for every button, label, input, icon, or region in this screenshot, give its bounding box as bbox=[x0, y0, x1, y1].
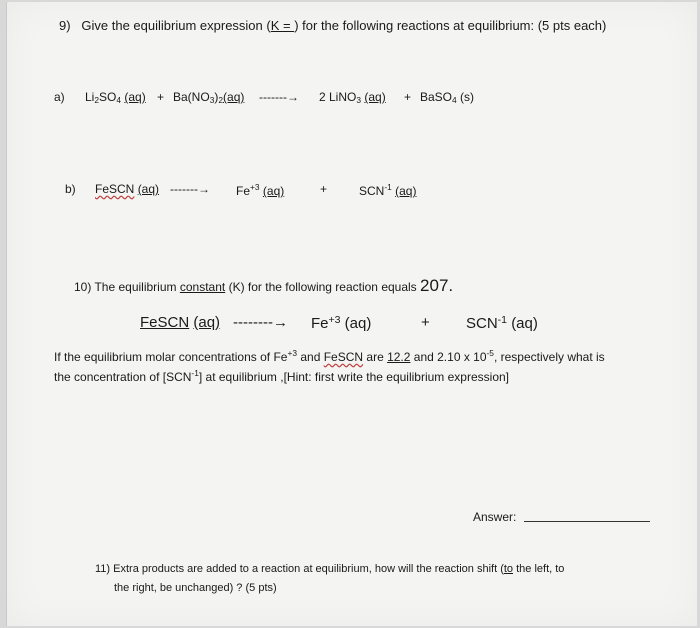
q11-number: 11) bbox=[95, 563, 111, 575]
reaction-b-reactant: FeSCN (aq) bbox=[95, 182, 160, 196]
q10-reactant: FeSCN (aq) bbox=[140, 314, 221, 331]
worksheet-page bbox=[6, 2, 697, 626]
q10-k-value: 207. bbox=[420, 276, 454, 295]
q10-number: 10) bbox=[74, 280, 92, 294]
question-11-line-2: the right, be unchanged) ? (5 pts) bbox=[114, 582, 277, 594]
q10-prompt-line-1: If the equilibrium molar concentrations of $Fe^{+3}$ and FeSCN are 12.2 and 2.10 x $10^{-5}$, respectively what is bbox=[54, 348, 605, 364]
reaction-a-plus-1: + bbox=[157, 90, 165, 104]
q10-constant-word: constant bbox=[179, 280, 226, 294]
question-11-line-1: 11) Extra products are added to a reaction at equilibrium, how will the reaction shift (to the left, to bbox=[95, 563, 565, 575]
q10-product-2: $SCN^{-1}$ (aq) bbox=[466, 314, 538, 332]
reaction-b-arrow: -------→ bbox=[170, 182, 210, 196]
reaction-a-plus-2: + bbox=[404, 90, 412, 104]
q10-prompt-line-2: the concentration of $[SCN^{-1}]$ at equilibrium ,[Hint: first write the equilibrium expression] bbox=[54, 368, 509, 384]
q10-plus: + bbox=[421, 314, 430, 331]
q9-text-post: ) for the following reactions at equilibrium: (5 pts each) bbox=[294, 18, 607, 33]
reaction-a-arrow: -------→ bbox=[259, 90, 299, 104]
answer-blank-line bbox=[524, 521, 650, 522]
question-10 bbox=[74, 276, 453, 296]
reaction-b-plus: + bbox=[320, 182, 328, 196]
reaction-a-reactant-2: $Ba(NO_3)_2(aq)$ bbox=[173, 90, 245, 105]
q9-number: 9) bbox=[59, 18, 71, 33]
q10-text-mid: (K) for the following reaction equals bbox=[228, 280, 417, 294]
q9-text-pre: Give the equilibrium expression ( bbox=[81, 18, 271, 33]
question-9 bbox=[59, 18, 606, 33]
q10-text-pre: The equilibrium bbox=[94, 280, 177, 294]
reaction-b-label: b) bbox=[65, 182, 76, 196]
reaction-a-product-1: 2 LiNO$_3$ (aq) bbox=[319, 90, 386, 105]
q10-product-1: $Fe^{+3}$ (aq) bbox=[311, 314, 372, 332]
answer-label: Answer: bbox=[473, 510, 517, 524]
q10-arrow: --------→ bbox=[233, 314, 288, 331]
reaction-a-label: a) bbox=[54, 90, 65, 104]
reaction-a-reactant-1: $Li_2SO_4$ (aq) bbox=[85, 90, 146, 105]
reaction-b-product-1: $Fe^{+3}$ (aq) bbox=[236, 182, 285, 198]
reaction-b-product-2: $SCN^{-1}$ (aq) bbox=[359, 182, 417, 198]
reaction-a-product-2: BaSO$_4$ (s) bbox=[420, 90, 475, 105]
k-symbol: K = bbox=[270, 18, 295, 33]
